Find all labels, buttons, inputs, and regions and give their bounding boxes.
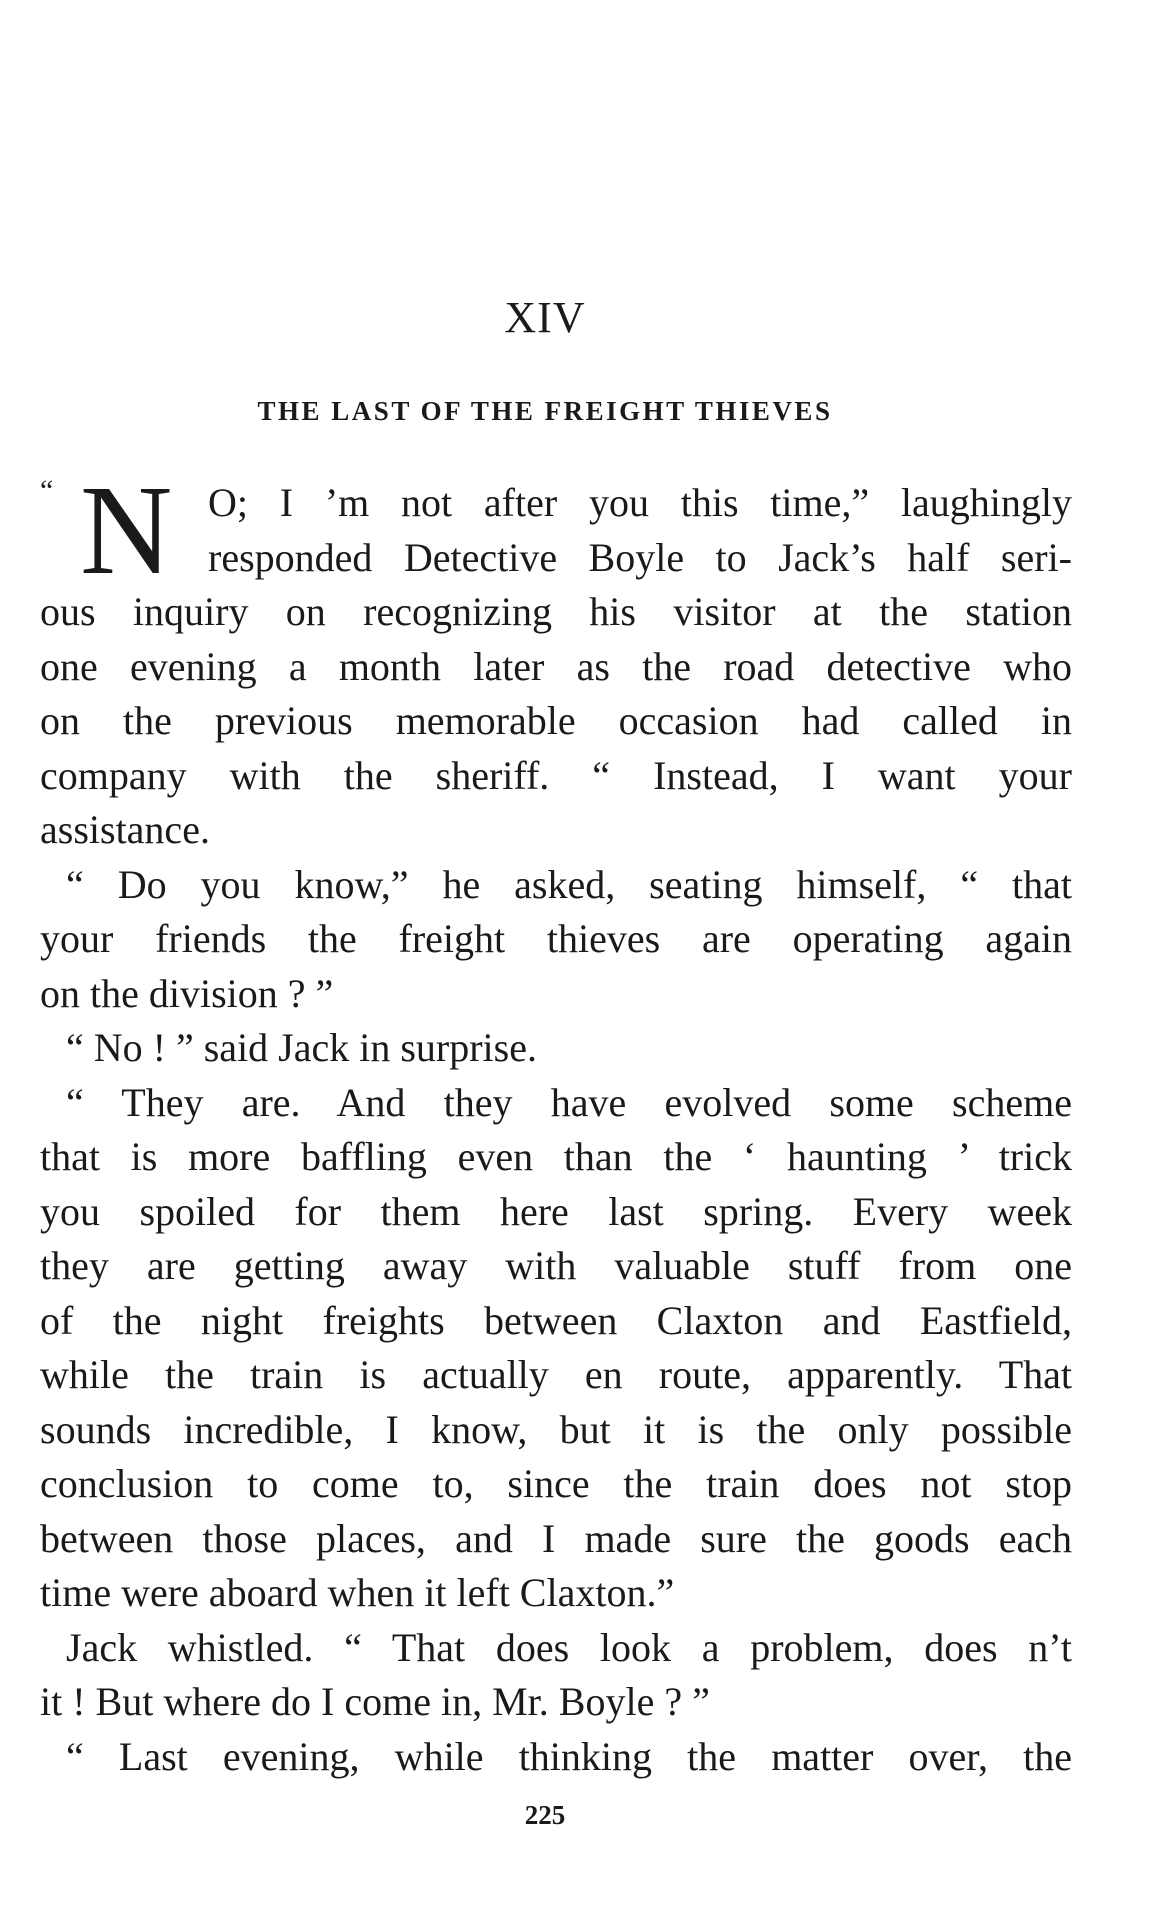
text-line: ous inquiry on recognizing his visitor at the station xyxy=(40,589,1072,634)
text-line: “ They are. And they have evolved some scheme xyxy=(66,1079,1072,1125)
text-line: of the night freights between Claxton and Eastfield, xyxy=(40,1297,1072,1343)
text-line: assistance. xyxy=(40,807,210,852)
text-line: your friends the freight thieves are operating again xyxy=(40,916,1072,961)
chapter-number: XIV xyxy=(504,293,586,342)
text-line: they are getting away with valuable stuff from one xyxy=(40,1243,1072,1288)
text-line: while the train is actually en route, apparently. That xyxy=(40,1352,1072,1397)
text-line: that is more baffling even than the ‘ haunting ’ trick xyxy=(40,1134,1072,1179)
text-line: it ! But where do I come in, Mr. Boyle ? ” xyxy=(40,1679,710,1724)
text-line: “ Last evening, while thinking the matter over, the xyxy=(66,1733,1072,1779)
text-line: on the division ? ” xyxy=(40,970,334,1016)
text-line: time were aboard when it left Claxton.” xyxy=(40,1570,675,1615)
text-line: responded Detective Boyle to Jack’s half seri- xyxy=(208,534,1072,580)
dropcap-quote-mark: “ xyxy=(40,474,54,507)
text-line: O; I ’m not after you this time,” laughingly xyxy=(208,480,1072,525)
text-line: sounds incredible, I know, but it is the only possible xyxy=(40,1406,1072,1452)
drop-cap-letter: N xyxy=(80,459,173,601)
text-line: on the previous memorable occasion had called in xyxy=(40,698,1072,743)
text-line: you spoiled for them here last spring. Every week xyxy=(40,1188,1072,1234)
text-line: “ Do you know,” he asked, seating himself, “ that xyxy=(66,861,1072,907)
text-line: company with the sheriff. “ Instead, I want your xyxy=(40,752,1072,798)
text-line: conclusion to come to, since the train does not stop xyxy=(40,1461,1072,1506)
text-line: between those places, and I made sure the goods each xyxy=(40,1515,1072,1561)
body-text xyxy=(40,459,1072,1784)
text-line: one evening a month later as the road detective who xyxy=(40,643,1072,689)
page-number: 225 xyxy=(524,1800,566,1830)
text-line: “ No ! ” said Jack in surprise. xyxy=(66,1025,537,1070)
chapter-title: THE LAST OF THE FREIGHT THIEVES xyxy=(257,396,833,426)
text-line: Jack whistled. “ That does look a problem, does n’t xyxy=(66,1624,1072,1670)
